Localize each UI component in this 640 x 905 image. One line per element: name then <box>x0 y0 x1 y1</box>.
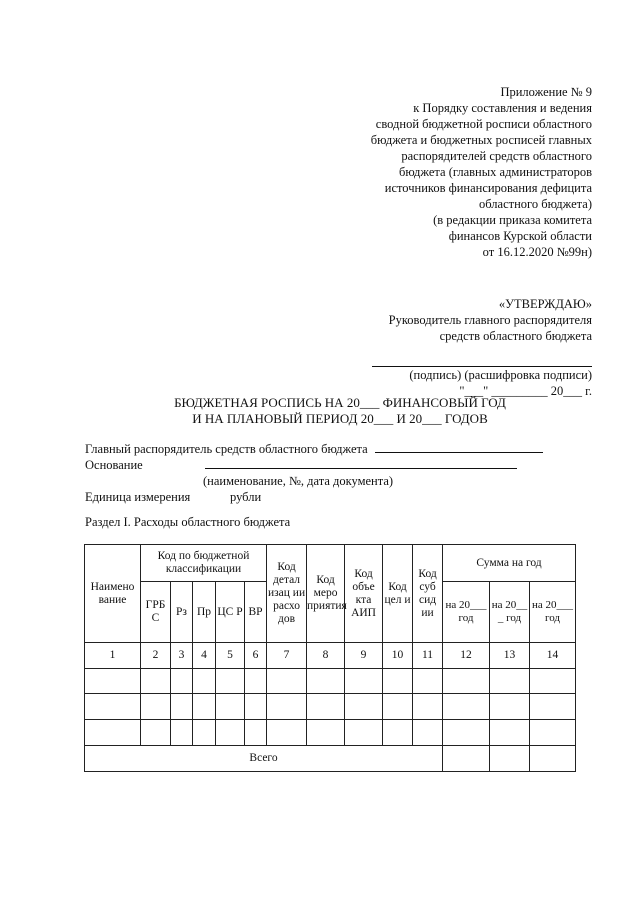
table-cell[interactable] <box>530 669 576 694</box>
table-row <box>85 669 576 694</box>
table-cell[interactable] <box>85 720 141 746</box>
table-cell[interactable] <box>307 694 345 720</box>
approval-date[interactable]: "___" _________ 20___ г. <box>459 384 592 398</box>
appendix-line: Приложение № 9 <box>500 85 592 99</box>
table-cell[interactable] <box>85 669 141 694</box>
table-cell[interactable] <box>267 694 307 720</box>
table-cell[interactable] <box>490 720 530 746</box>
approval-title: «УТВЕРЖДАЮ» <box>498 297 592 311</box>
table-cell[interactable] <box>141 720 171 746</box>
table-cell[interactable] <box>345 720 383 746</box>
appendix-line: (в редакции приказа комитета <box>433 213 592 227</box>
table-cell[interactable] <box>193 720 216 746</box>
table-cell[interactable] <box>245 669 267 694</box>
table-cell[interactable] <box>245 694 267 720</box>
header-aip-code: Код объе кта АИП <box>345 545 383 643</box>
table-cell[interactable] <box>443 694 490 720</box>
table-cell[interactable] <box>307 720 345 746</box>
header-year-3: на 20___ год <box>530 582 576 643</box>
table-cell[interactable] <box>490 669 530 694</box>
header-year-1: на 20___ год <box>443 582 490 643</box>
table-cell[interactable] <box>413 669 443 694</box>
header-budget-code-group: Код по бюджетной классификации <box>141 545 267 582</box>
document-meta <box>85 441 543 505</box>
column-number: 9 <box>345 643 383 669</box>
appendix-line: от 16.12.2020 №99н) <box>482 245 592 259</box>
title-line: И НА ПЛАНОВЫЙ ПЕРИОД 20___ И 20___ ГОДОВ <box>192 411 488 426</box>
unit-label: Единица измерения <box>85 490 191 504</box>
column-number: 1 <box>85 643 141 669</box>
table-cell[interactable] <box>171 669 193 694</box>
main-manager-row <box>85 441 543 457</box>
table-cell[interactable] <box>193 669 216 694</box>
total-cell[interactable] <box>443 746 490 772</box>
basis-caption: (наименование, №, дата документа) <box>203 474 394 488</box>
table-cell[interactable] <box>85 694 141 720</box>
total-cell[interactable] <box>490 746 530 772</box>
appendix-line: бюджета (главных администраторов <box>398 165 592 179</box>
column-number: 8 <box>307 643 345 669</box>
appendix-block <box>322 84 592 260</box>
signature-caption: (подпись) (расшифровка подписи) <box>409 368 592 382</box>
table-cell[interactable] <box>267 669 307 694</box>
table-cell[interactable] <box>413 720 443 746</box>
appendix-line: к Порядку составления и ведения <box>413 101 592 115</box>
table-cell[interactable] <box>216 694 245 720</box>
table-cell[interactable] <box>413 694 443 720</box>
approval-line: средств областного бюджета <box>439 329 592 343</box>
column-number: 2 <box>141 643 171 669</box>
table-cell[interactable] <box>267 720 307 746</box>
basis-label: Основание <box>85 458 143 472</box>
table-cell[interactable] <box>443 669 490 694</box>
header-pr: Пр <box>193 582 216 643</box>
header-detail-code: Код детал изац ии расхо дов <box>267 545 307 643</box>
column-number: 5 <box>216 643 245 669</box>
total-cell[interactable] <box>530 746 576 772</box>
column-number: 10 <box>383 643 413 669</box>
table-cell[interactable] <box>171 720 193 746</box>
table-cell[interactable] <box>307 669 345 694</box>
table-cell[interactable] <box>530 694 576 720</box>
unit-value: рубли <box>230 490 262 504</box>
main-manager-field[interactable] <box>375 441 543 453</box>
header-measure-code: Код меро приятия <box>307 545 345 643</box>
section-title: Раздел I. Расходы областного бюджета <box>85 515 291 529</box>
table-cell[interactable] <box>383 720 413 746</box>
column-number: 14 <box>530 643 576 669</box>
table-cell[interactable] <box>383 694 413 720</box>
column-number: 7 <box>267 643 307 669</box>
table-cell[interactable] <box>245 720 267 746</box>
appendix-line: источников финансирования дефицита <box>384 181 592 195</box>
table-cell[interactable] <box>216 720 245 746</box>
header-year-2: на 20__ _ год <box>490 582 530 643</box>
column-number: 3 <box>171 643 193 669</box>
table-row <box>85 694 576 720</box>
header-rz: Рз <box>171 582 193 643</box>
table-row <box>85 720 576 746</box>
unit-row <box>85 489 543 505</box>
total-row <box>85 746 576 772</box>
expenses-table <box>84 544 576 772</box>
table-cell[interactable] <box>345 669 383 694</box>
header-grbs: ГРБ С <box>141 582 171 643</box>
appendix-line: бюджета и бюджетных росписей главных <box>370 133 592 147</box>
signature-line[interactable] <box>372 354 592 367</box>
column-number: 6 <box>245 643 267 669</box>
document-title <box>0 395 640 427</box>
header-annual-sum-group: Сумма на год <box>443 545 576 582</box>
appendix-line: распорядителей средств областного <box>401 149 592 163</box>
table-cell[interactable] <box>141 694 171 720</box>
approval-block <box>332 296 592 399</box>
table-cell[interactable] <box>530 720 576 746</box>
table-cell[interactable] <box>383 669 413 694</box>
table-cell[interactable] <box>171 694 193 720</box>
basis-field[interactable] <box>205 457 517 469</box>
header-vr: ВР <box>245 582 267 643</box>
column-number: 11 <box>413 643 443 669</box>
table-cell[interactable] <box>141 669 171 694</box>
column-number: 13 <box>490 643 530 669</box>
table-cell[interactable] <box>216 669 245 694</box>
basis-caption-row <box>85 473 543 489</box>
total-label: Всего <box>85 746 443 772</box>
main-manager-label: Главный распорядитель средств областного бюджета <box>85 442 368 456</box>
appendix-line: финансов Курской области <box>448 229 592 243</box>
table-cell[interactable] <box>443 720 490 746</box>
column-numbers-row <box>85 643 576 669</box>
column-number: 4 <box>193 643 216 669</box>
table-cell[interactable] <box>490 694 530 720</box>
appendix-line: сводной бюджетной росписи областного <box>375 117 592 131</box>
header-csr: ЦС Р <box>216 582 245 643</box>
table-cell[interactable] <box>193 694 216 720</box>
basis-row <box>85 457 543 473</box>
header-target-code: Код цел и <box>383 545 413 643</box>
title-line: БЮДЖЕТНАЯ РОСПИСЬ НА 20___ ФИНАНСОВЫЙ ГОД <box>174 395 506 410</box>
table-cell[interactable] <box>345 694 383 720</box>
header-subsidy-code: Код суб сид ии <box>413 545 443 643</box>
column-number: 12 <box>443 643 490 669</box>
appendix-line: областного бюджета) <box>479 197 592 211</box>
header-name: Наимено вание <box>85 545 141 643</box>
approval-line: Руководитель главного распорядителя <box>388 313 592 327</box>
